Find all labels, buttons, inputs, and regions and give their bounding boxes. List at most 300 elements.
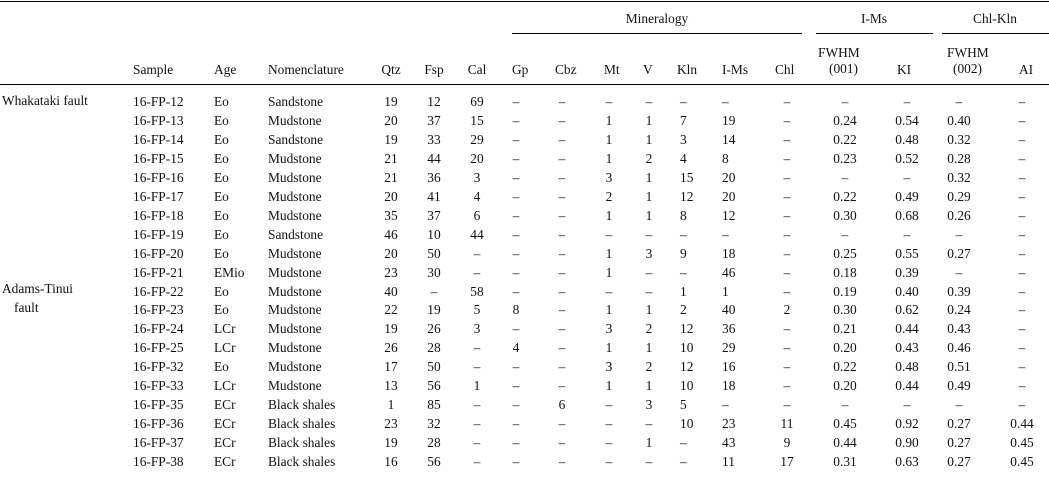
cell-chl: – [783,131,791,147]
cell-gp: – [512,245,520,261]
group-header-ims: I-Ms [860,11,888,26]
cell-nomenclature: Mudstone [268,150,322,166]
cell-kln: 10 [680,416,694,432]
col-header-qtz: Qtz [381,62,401,77]
cell-fwhm002: 0.40 [947,112,971,128]
cell-mt: 1 [605,207,613,223]
cell-ai: – [1018,207,1026,223]
cell-fsp: – [430,283,438,299]
cell-qtz: 35 [384,207,398,223]
cell-ims: 19 [722,112,736,128]
cell-sample: 16-FP-21 [133,264,184,280]
cell-fsp: 85 [427,397,441,413]
cell-ki: 0.39 [895,264,919,280]
cell-fwhm001: 0.44 [833,435,857,451]
cell-qtz: 16 [384,454,398,470]
cell-sample: 16-FP-37 [133,435,184,451]
cell-kln: 4 [680,150,687,166]
col-header-gp: Gp [512,62,529,77]
cell-ai: – [1018,188,1026,204]
cell-age: Eo [214,188,229,204]
cell-cal: – [473,264,481,280]
cell-ki: – [903,169,911,185]
cell-qtz: 19 [384,321,398,337]
cell-cbz: – [558,226,566,242]
cell-fwhm002: 0.51 [947,359,971,375]
col-header-fwhm002-line2: (002) [953,61,983,76]
cell-fwhm002: – [955,264,963,280]
cell-age: Eo [214,112,229,128]
col-header-cal: Cal [467,62,487,77]
cell-chl: 9 [783,435,791,451]
cell-nomenclature: Mudstone [268,112,322,128]
cell-ai: 0.45 [1010,454,1034,470]
cell-ki: 0.43 [895,340,919,356]
cell-sample: 16-FP-17 [133,188,184,204]
cell-ai: – [1018,359,1026,375]
cell-mt: 1 [605,112,613,128]
cell-fwhm002: 0.27 [947,454,971,470]
cell-cal: 20 [470,150,484,166]
cell-fwhm002: – [955,94,963,109]
cell-age: LCr [214,340,236,356]
cell-cal: 6 [473,207,481,223]
cell-kln: 2 [680,302,687,318]
cell-fsp: 28 [427,340,441,356]
cell-fsp: 37 [427,207,441,223]
cell-chl: – [783,94,791,109]
cell-qtz: 19 [384,94,398,109]
cell-fwhm001: 0.30 [833,207,857,223]
cell-ki: – [903,226,911,242]
cell-chl: – [783,150,791,166]
cell-gp: 4 [512,340,520,356]
cell-fwhm001: 0.22 [833,188,857,204]
cell-cal: 3 [473,321,481,337]
cell-ims: – [722,94,729,109]
group-label-adams-tinui: Adams-Tinui [2,281,73,296]
cell-cal: – [473,454,481,470]
cell-ki: 0.44 [895,321,919,337]
cell-fwhm001: – [841,397,849,413]
cell-nomenclature: Black shales [268,397,336,413]
cell-cbz: – [558,94,566,109]
cell-chl: – [783,207,791,223]
cell-gp: – [512,131,520,147]
cell-gp: – [512,435,520,451]
cell-ai: – [1018,131,1026,147]
cell-nomenclature: Mudstone [268,283,322,299]
cell-ims: 40 [722,302,736,318]
cell-nomenclature: Mudstone [268,359,322,375]
cell-ims: 14 [722,131,736,147]
cell-gp: – [512,169,520,185]
col-header-age: Age [214,62,237,77]
cell-cbz: – [558,112,566,128]
cell-mt: 1 [605,302,613,318]
cell-fwhm001: 0.20 [833,378,857,394]
cell-kln: 8 [680,207,687,223]
cell-nomenclature: Mudstone [268,207,322,223]
cell-ims: 18 [722,245,736,261]
cell-mt: – [605,454,613,470]
cell-fwhm001: 0.18 [833,264,857,280]
cell-ai: – [1018,94,1026,109]
cell-ims: – [722,397,729,413]
cell-ims: 20 [722,188,736,204]
cell-fwhm002: 0.24 [947,302,971,318]
cell-qtz: 19 [384,131,398,147]
cell-ki: 0.92 [895,416,919,432]
cell-fsp: 44 [427,150,441,166]
cell-cbz: – [558,150,566,166]
cell-mt: 2 [605,188,613,204]
cell-sample: 16-FP-19 [133,226,184,242]
cell-chl: – [783,378,791,394]
cell-qtz: 1 [387,397,395,413]
cell-fwhm001: 0.20 [833,340,857,356]
cell-cbz: – [558,359,566,375]
cell-cbz: – [558,207,566,223]
cell-cal: 3 [473,169,481,185]
cell-chl: – [783,340,791,356]
cell-nomenclature: Sandstone [268,131,324,147]
cell-fsp: 33 [427,131,441,147]
cell-age: Eo [214,359,229,375]
cell-kln: 12 [680,188,694,204]
cell-cal: 29 [470,131,484,147]
cell-ims: 29 [722,340,736,356]
cell-fwhm001: 0.22 [833,131,857,147]
cell-mt: – [605,94,613,109]
cell-chl: – [783,226,791,242]
cell-qtz: 26 [384,340,398,356]
cell-age: Eo [214,302,229,318]
cell-mt: – [605,397,613,413]
cell-sample: 16-FP-20 [133,245,184,261]
cell-ai: – [1018,150,1026,166]
cell-chl: 17 [780,454,794,470]
cell-age: Eo [214,245,229,261]
cell-fsp: 37 [427,112,441,128]
cell-chl: – [783,188,791,204]
cell-v: 1 [645,435,653,451]
cell-ai: – [1018,112,1026,128]
cell-age: Eo [214,169,229,185]
cell-ai: – [1018,245,1026,261]
cell-qtz: 17 [384,359,398,375]
cell-cbz: – [558,131,566,147]
ims-rule [816,33,933,34]
cell-mt: – [605,283,613,299]
col-header-nomenclature: Nomenclature [268,62,344,77]
cell-kln: 12 [680,321,694,337]
cell-chl: – [783,169,791,185]
cell-fwhm001: 0.21 [833,321,857,337]
col-header-mt: Mt [604,62,620,77]
cell-cal: 15 [470,112,484,128]
group-label-adams-tinui-line2: fault [14,300,39,315]
group-header-chlkln: Chl-Kln [973,11,1017,26]
cell-gp: – [512,359,520,375]
cell-fsp: 26 [427,321,441,337]
cell-v: 1 [645,302,653,318]
cell-ims: 11 [722,454,735,470]
cell-fsp: 30 [427,264,441,280]
cell-age: ECr [214,397,236,413]
col-header-chl: Chl [775,62,795,77]
cell-mt: 1 [605,340,613,356]
cell-v: – [645,416,653,432]
cell-sample: 16-FP-32 [133,359,184,375]
col-header-fwhm002-line1: FWHM [947,45,989,60]
cell-ai: – [1018,378,1026,394]
cell-cbz: – [558,416,566,432]
cell-sample: 16-FP-23 [133,302,184,318]
cell-nomenclature: Black shales [268,435,336,451]
cell-v: – [645,226,653,242]
cell-kln: – [680,226,687,242]
cell-fsp: 56 [427,378,441,394]
cell-chl: – [783,245,791,261]
cell-nomenclature: Mudstone [268,264,322,280]
cell-sample: 16-FP-14 [133,131,184,147]
cell-age: LCr [214,378,236,394]
group-header-mineralogy: Mineralogy [625,11,689,26]
cell-qtz: 20 [384,112,398,128]
cell-qtz: 13 [384,378,398,394]
cell-ai: – [1018,169,1026,185]
cell-ki: 0.40 [895,283,919,299]
cell-kln: 12 [680,359,694,375]
cell-fwhm002: 0.27 [947,435,971,451]
cell-sample: 16-FP-12 [133,94,184,109]
cell-mt: 1 [605,131,613,147]
cell-age: Eo [214,226,229,242]
cell-ai: 0.44 [1010,416,1034,432]
cell-qtz: 21 [384,169,398,185]
cell-fwhm002: 0.43 [947,321,971,337]
cell-qtz: 22 [384,302,398,318]
cell-ai: – [1018,340,1026,356]
cell-fsp: 12 [427,94,441,109]
cell-kln: 5 [680,397,687,413]
cell-fsp: 36 [427,169,441,185]
cell-v: 1 [645,188,653,204]
cell-v: 1 [645,131,653,147]
cell-sample: 16-FP-35 [133,397,184,413]
cell-fsp: 28 [427,435,441,451]
cell-fwhm002: 0.27 [947,416,971,432]
cell-gp: – [512,94,520,109]
cell-ki: 0.48 [895,131,919,147]
cell-fwhm001: 0.22 [833,359,857,375]
cell-cbz: – [558,264,566,280]
cell-gp: – [512,150,520,166]
cell-v: – [645,283,653,299]
cell-v: – [645,264,653,280]
cell-ims: 20 [722,169,736,185]
cell-mt: 1 [605,378,613,394]
cell-ki: 0.90 [895,435,919,451]
cell-ki: 0.54 [895,112,919,128]
cell-sample: 16-FP-13 [133,112,184,128]
cell-v: – [645,454,653,470]
cell-cal: 5 [473,302,481,318]
chlkln-rule [942,33,1049,34]
cell-v: – [645,94,653,109]
cell-cal: – [473,340,481,356]
cell-ai: 0.45 [1010,435,1034,451]
cell-qtz: 20 [384,245,398,261]
cell-fwhm001: – [841,94,849,109]
cell-kln: – [680,264,687,280]
cell-age: ECr [214,454,236,470]
cell-nomenclature: Black shales [268,454,336,470]
cell-v: 1 [645,340,653,356]
cell-fwhm001: 0.45 [833,416,857,432]
cell-gp: – [512,226,520,242]
cell-fwhm001: 0.25 [833,245,857,261]
cell-sample: 16-FP-33 [133,378,184,394]
cell-sample: 16-FP-24 [133,321,184,337]
cell-mt: 1 [605,264,613,280]
cell-nomenclature: Mudstone [268,321,322,337]
cell-fsp: 41 [427,188,441,204]
cell-kln: 7 [680,112,687,128]
cell-mt: 3 [605,321,613,337]
cell-fwhm002: 0.32 [947,169,971,185]
cell-fsp: 32 [427,416,441,432]
cell-fwhm001: 0.31 [833,454,857,470]
cell-sample: 16-FP-16 [133,169,184,185]
cell-nomenclature: Mudstone [268,378,322,394]
cell-ims: 43 [722,435,736,451]
cell-ki: 0.49 [895,188,919,204]
cell-cal: 1 [473,378,481,394]
cell-ims: – [722,226,729,242]
cell-sample: 16-FP-25 [133,340,184,356]
cell-qtz: 21 [384,150,398,166]
cell-fwhm002: 0.49 [947,378,971,394]
cell-ai: – [1018,226,1026,242]
cell-v: 1 [645,378,653,394]
cell-cbz: – [558,378,566,394]
cell-age: Eo [214,131,229,147]
cell-cbz: – [558,340,566,356]
cell-cbz: – [558,454,566,470]
cell-gp: – [512,397,520,413]
cell-chl: – [783,283,791,299]
cell-ims: 1 [722,283,729,299]
cell-gp: – [512,283,520,299]
col-header-ai: AI [1019,62,1034,77]
cell-mt: – [605,435,613,451]
cell-fwhm001: 0.24 [833,112,857,128]
cell-nomenclature: Sandstone [268,226,324,242]
cell-ki: 0.48 [895,359,919,375]
cell-ai: – [1018,321,1026,337]
cell-kln: 15 [680,169,694,185]
cell-ai: – [1018,302,1026,318]
cell-chl: – [783,321,791,337]
cell-age: LCr [214,321,236,337]
cell-gp: – [512,454,520,470]
header-rule [0,84,1049,85]
cell-v: 3 [645,245,653,261]
cell-nomenclature: Sandstone [268,94,324,109]
cell-fwhm001: – [841,226,849,242]
cell-ims: 23 [722,416,736,432]
cell-chl: – [783,359,791,375]
cell-ims: 18 [722,378,736,394]
cell-ims: 16 [722,359,736,375]
cell-gp: 8 [512,302,520,318]
cell-sample: 16-FP-38 [133,454,184,470]
cell-age: Eo [214,283,229,299]
cell-ims: 8 [722,150,729,166]
cell-fwhm001: 0.23 [833,150,857,166]
cell-fwhm002: 0.27 [947,245,971,261]
cell-fwhm002: 0.28 [947,150,971,166]
cell-ki: 0.52 [895,150,919,166]
cell-kln: 3 [680,131,687,147]
cell-kln: 10 [680,378,694,394]
cell-fwhm001: 0.19 [833,283,857,299]
cell-cal: 58 [470,283,484,299]
cell-nomenclature: Mudstone [268,169,322,185]
cell-chl: – [783,264,791,280]
cell-cal: 4 [473,188,481,204]
top-rule [0,1,1049,2]
cell-fsp: 56 [427,454,441,470]
col-header-kln: Kln [677,62,698,77]
col-header-ki: KI [897,62,912,77]
cell-ki: 0.55 [895,245,919,261]
cell-fwhm001: – [841,169,849,185]
cell-fwhm001: 0.30 [833,302,857,318]
cell-ai: – [1018,264,1026,280]
cell-ims: 36 [722,321,736,337]
cell-mt: 3 [605,169,613,185]
cell-v: 3 [645,397,653,413]
cell-cbz: – [558,283,566,299]
group-label-whakataki: Whakataki fault [2,93,88,108]
cell-fsp: 50 [427,245,441,261]
cell-kln: 9 [680,245,687,261]
cell-gp: – [512,112,520,128]
cell-qtz: 20 [384,188,398,204]
cell-nomenclature: Mudstone [268,245,322,261]
cell-age: ECr [214,435,236,451]
cell-cal: – [473,435,481,451]
cell-fsp: 10 [427,226,441,242]
col-header-fsp: Fsp [424,62,444,77]
cell-ai: – [1018,397,1026,413]
cell-sample: 16-FP-22 [133,283,184,299]
cell-fwhm002: 0.26 [947,207,971,223]
cell-gp: – [512,264,520,280]
cell-ki: – [903,397,911,413]
cell-cal: 69 [470,94,484,109]
cell-qtz: 23 [384,416,398,432]
cell-age: EMio [214,264,245,280]
cell-qtz: 19 [384,435,398,451]
cell-chl: 11 [780,416,794,432]
cell-nomenclature: Mudstone [268,340,322,356]
cell-v: 2 [645,321,653,337]
cell-fwhm002: – [955,226,963,242]
